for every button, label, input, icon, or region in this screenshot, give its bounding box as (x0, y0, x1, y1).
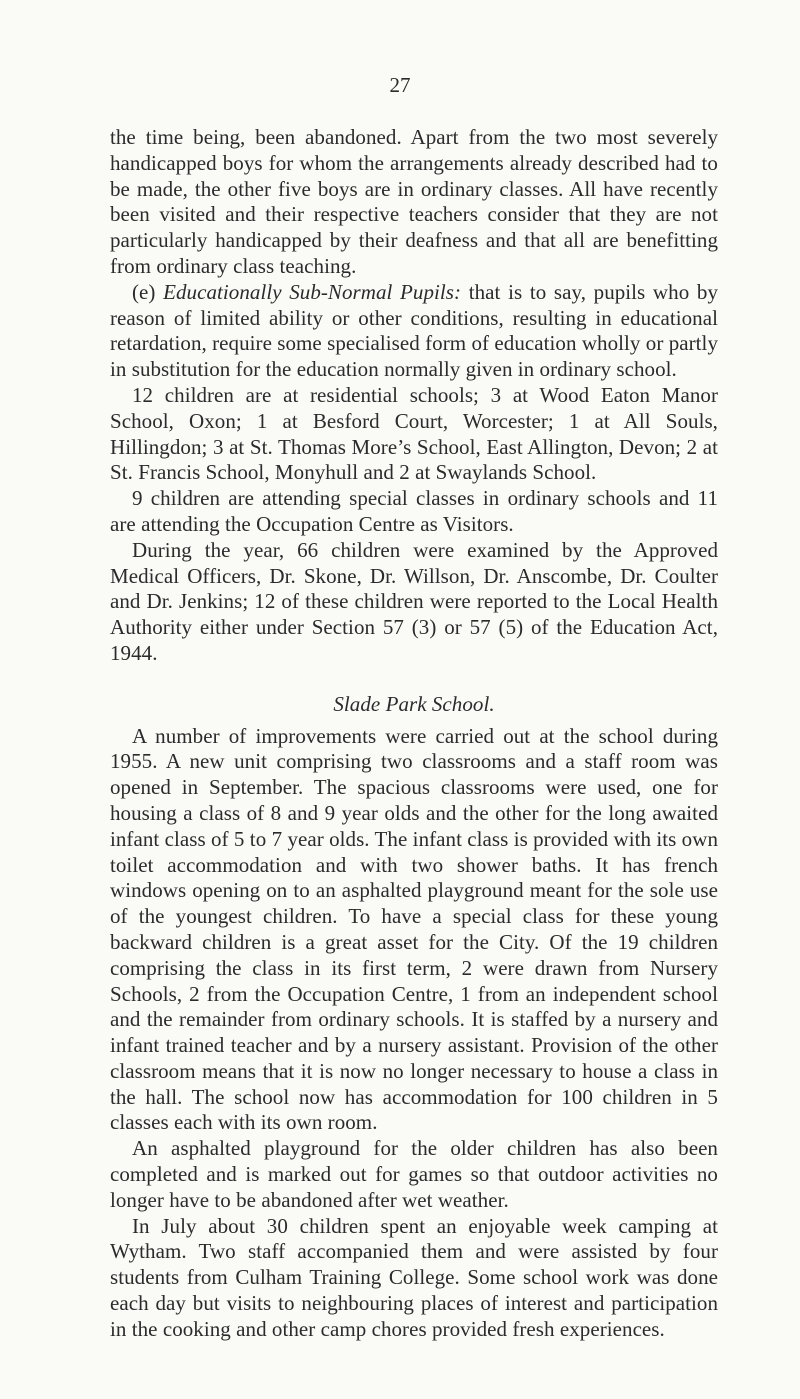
paragraph-continuation: the time being, been abandoned. Apart from the two most severely handicapped boys for whom the arrangements already described had to be made, the other five boys are in ordinary classes. All have recently been visited and their respective teachers consider that they are not particularly handicapped by their deafness and that all are benefitting from ordinary class teaching. (110, 125, 718, 278)
paragraph-camping: In July about 30 children spent an enjoyable week camping at Wytham. Two staff accompanied them and were assisted by four students from Culham Training College. Some school work was done each day but visits to neighbouring places of interest and participation in the cooking and other camp chores provided fresh experiences. (110, 1213, 718, 1341)
paragraph-special-classes: 9 children are attending special classes in ordinary schools and 11 are attending the Occupation Centre as Visitors. (110, 486, 718, 536)
paragraph-playground: An asphalted playground for the older children has also been completed and is marked out for games so that outdoor activities no longer have to be abandoned after wet weather. (110, 1136, 718, 1212)
page-number: 27 (389, 73, 411, 97)
paragraph-educationally-sub-normal (110, 280, 718, 383)
page-body (110, 125, 718, 1343)
paragraph-label: (e) (132, 279, 156, 304)
section-heading: Slade Park School. (333, 691, 495, 716)
paragraph-text: that is to say, pupils who by reason of limited ability or other conditions, resulting in educational retardation, require some specialised form of education wholly or partly in substitution for the education normally given in ordinary school. (110, 279, 718, 382)
paragraph-improvements: A number of improvements were carried out at the school during 1955. A new unit comprising two classrooms and a staff room was opened in September. The spacious classrooms were used, one for housing a class of 8 and 9 year olds and the other for the long awaited infant class of 5 to 7 year olds. The infant class is provided with its own toilet accommodation and with two shower baths. It has french windows opening on to an asphalted playground meant for the sole use of the youngest children. To have a special class for these young backward children is a great asset for the City. Of the 19 children comprising the class in its first term, 2 were drawn from Nursery Schools, 2 from the Occupation Centre, 1 from an independent school and the remainder from ordinary schools. It is staffed by a nursery and infant trained teacher and by a nursery assistant. Provision of the other classroom means that it is now no longer necessary to house a class in the hall. The school now has accommodation for 100 children in 5 classes each with its own room. (110, 723, 718, 1135)
paragraph-italic-lead: Educationally Sub-Normal Pupils: (163, 279, 462, 304)
paragraph-examinations: During the year, 66 children were examined by the Approved Medical Officers, Dr. Skone, Dr. Willson, Dr. Anscombe, Dr. Coulter and Dr. Jenkins; 12 of these children were reported to the Local Health Authority either under Section 57 (3) or 57 (5) of the Education Act, 1944. (110, 537, 718, 665)
paragraph-residential-schools: 12 children are at residential schools; 3 at Wood Eaton Manor School, Oxon; 1 at Besford Court, Worcester; 1 at All Souls, Hillingdon; 3 at St. Thomas More’s School, East Allington, Devon; 2 at St. Francis School, Monyhull and 2 at Swaylands School. (110, 382, 718, 485)
